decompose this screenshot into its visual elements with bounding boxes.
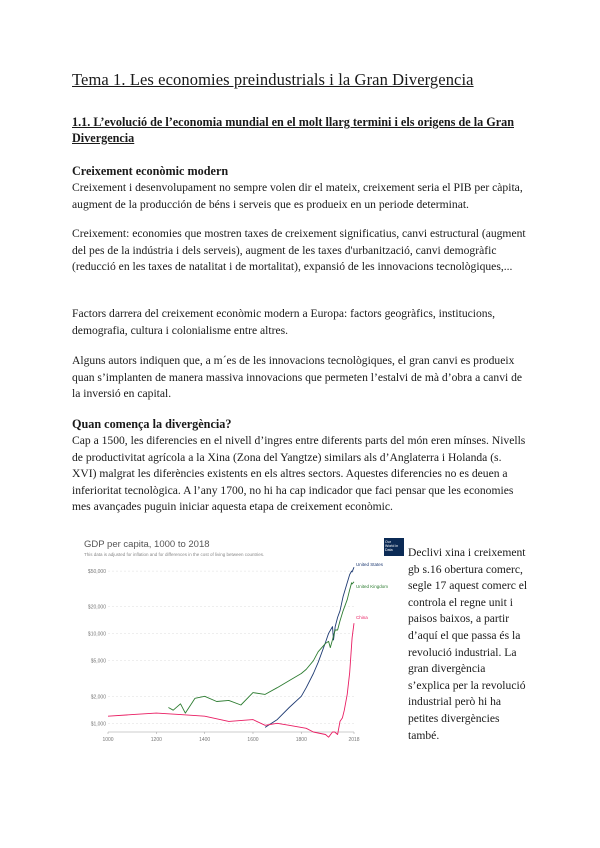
x-tick-label: 1600: [247, 737, 259, 743]
paragraph-innovations: Alguns autors indiquen que, a m´es de les innovacions tecnològiques, el gran canvi es produeix quan s’implanten de manera massiva innovacions que permeten l’estalvi de mà d’obra a canvi de la inversió en capital.: [72, 354, 523, 401]
chart-grid: [108, 571, 354, 723]
owid-badge-box: [384, 538, 402, 556]
chart-series: [108, 567, 354, 737]
gdp-chart: [82, 536, 389, 748]
series-label: United Kingdom: [356, 583, 389, 589]
x-tick-label: 1200: [150, 737, 162, 743]
y-tick-label: $20,000: [87, 604, 106, 611]
subheading-divergence: Quan comença la divergència?: [72, 417, 232, 431]
chart-subtitle: This data is adjusted for inflation and for differences in the cost of living between countries.: [84, 552, 265, 557]
side-note: Declivi xina i creixement gb s.16 obertura comerc, segle 17 aquest comerc el controla el regne unit i paisos baixos, a partir d’aquí el que passa és la revolució industrial. La gran divergència s’explica per la revolució industrial però hi ha petites divergències també.: [408, 546, 528, 742]
x-tick-label: 1800: [295, 737, 307, 743]
series-label: China: [356, 615, 368, 621]
paragraph-growth-definition: Creixement i desenvolupament no sempre volen dir el mateix, creixement seria el PIB per càpita, augment de la producción de béns i serveis que es produeix en un periode determinat.: [72, 181, 523, 211]
paragraph-growth-features: Creixement: economies que mostren taxes de creixement significatius, canvi estructural (augment del pes de la indústria i dels serveis), augment de les taxes d'urbanització, canvi demogràfic (reducció en les taxes de natalitat i de mortalitat), expansió de les innovacions tecnològiques,...: [72, 227, 526, 274]
y-tick-label: $5,000: [90, 658, 106, 665]
owid-badge-text: Our World in Data: [385, 540, 399, 552]
y-tick-label: $2,000: [90, 694, 106, 701]
paragraph-divergence: Cap a 1500, les diferencies en el nivell d’ingres entre diferents parts del món eren mínses. Nivells de productivitat agrícola a la Xina (Zona del Yangtze) similars als d’Anglaterra i Holanda (s. XVI) malgrat les diferències existents en els altres sectors. Aquestes diferencies no es deuen a inferioritat tecnològica. A l’any 1700, no hi ha cap indicador que faci pensar que les economies mes avançades puguin iniciar aquesta etapa de creixement econòmic.: [72, 434, 526, 514]
section-heading: 1.1. L’evolució de l’economia mundial en el molt llarg termini i els origens de la Gran Divergencia: [72, 115, 514, 145]
subheading-modern-growth: Creixement econòmic modern: [72, 164, 229, 178]
series-line-united-kingdom: [168, 582, 354, 713]
chart-title: GDP per capita, 1000 to 2018: [84, 539, 210, 550]
y-tick-label: $1,000: [90, 721, 106, 728]
series-line-united-states: [265, 567, 354, 727]
y-axis-ticks: [88, 569, 106, 727]
series-label: United States: [356, 562, 384, 568]
document-title: Tema 1. Les economies preindustrials i la Gran Divergencia: [72, 70, 474, 89]
y-tick-label: $10,000: [87, 631, 106, 638]
x-tick-label: 1400: [199, 737, 211, 743]
x-tick-label: 2018: [348, 737, 360, 743]
series-labels: [356, 562, 388, 620]
paragraph-growth-factors: Factors darrera del creixement econòmic modern a Europa: factors geogràfics, institucions, demografia, cultura i colonialisme entre altres.: [72, 307, 496, 337]
series-line-china: [108, 623, 354, 737]
x-tick-label: 1000: [102, 737, 114, 743]
y-tick-label: $50,000: [87, 569, 106, 576]
